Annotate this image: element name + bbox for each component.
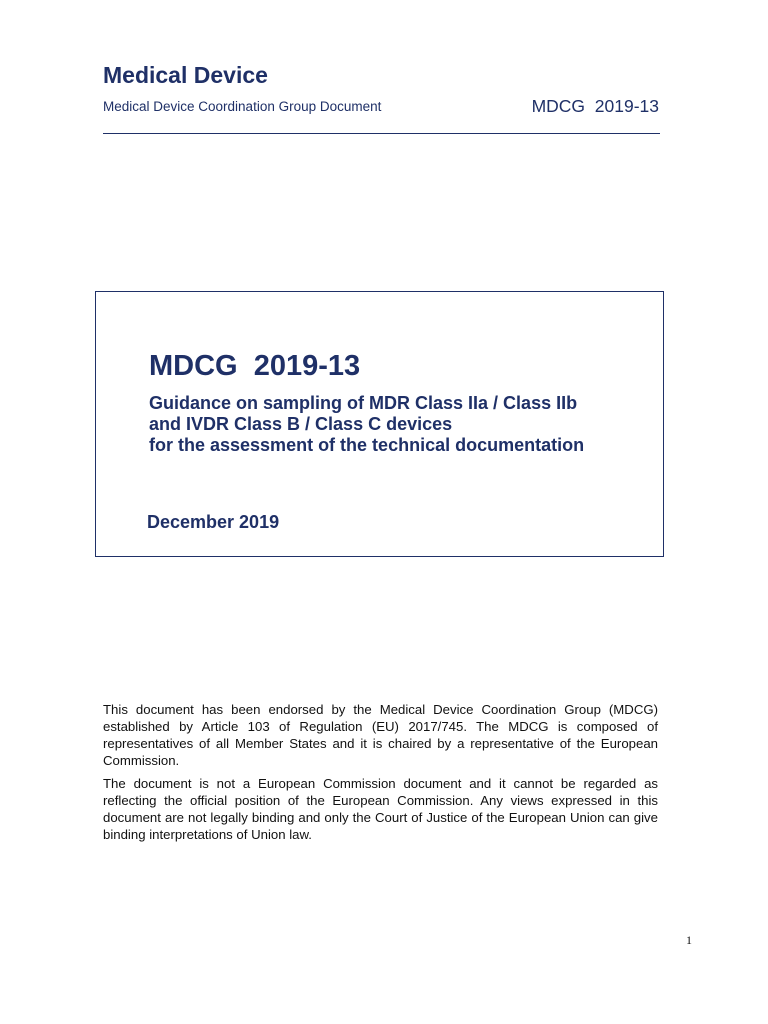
guidance-line: for the assessment of the technical documentation (149, 435, 585, 455)
disclaimer (103, 701, 658, 849)
page-number: 1 (686, 933, 692, 947)
document-code: MDCG 2019-13 (149, 350, 361, 382)
document-guidance-title (149, 393, 659, 456)
header-title: Medical Device (103, 62, 268, 88)
document-date: December 2019 (147, 512, 280, 532)
disclaimer-paragraph: The document is not a European Commission document and it cannot be regarded as reflecting the official position of the European Commission. Any views expressed in this document are not legally binding and only the Court of Justice of the European Union can give binding interpretations of Union law. (103, 776, 658, 842)
header-subtitle: Medical Device Coordination Group Document (103, 99, 382, 114)
disclaimer-paragraph: This document has been endorsed by the Medical Device Coordination Group (MDCG) established by Article 103 of Regulation (EU) 2017/745. The MDCG is composed of representatives of all Member States and it is chaired by a representative of the European Commission. (103, 702, 658, 768)
title-box (95, 291, 664, 557)
header-divider (103, 133, 660, 134)
header-document-code: MDCG 2019-13 (531, 96, 659, 116)
guidance-line: Guidance on sampling of MDR Class IIa / Class IIb (149, 393, 578, 413)
guidance-line: and IVDR Class B / Class C devices (149, 414, 453, 434)
